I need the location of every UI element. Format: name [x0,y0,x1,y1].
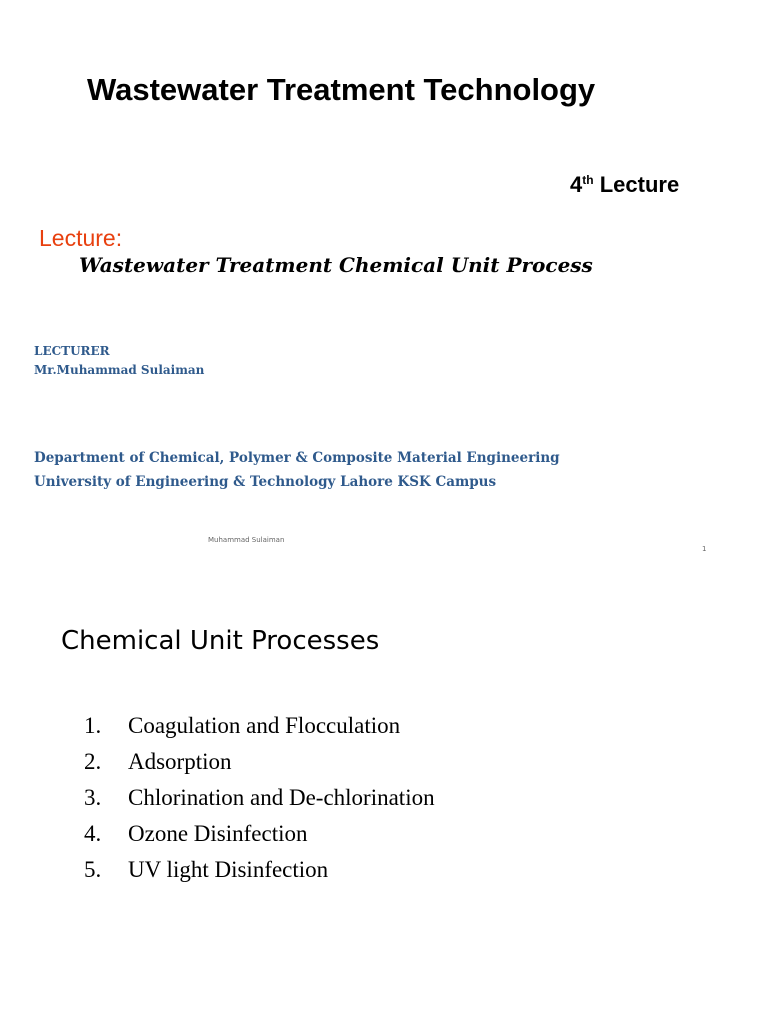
list-item [84,744,435,780]
list-item-label: Adsorption [128,749,232,774]
lecturer-heading: LECTURER [34,344,110,358]
list-item [84,780,435,816]
list-item-number: 1. [84,713,102,738]
list-item-number: 2. [84,749,102,774]
lecture-word: Lecture [599,172,680,197]
lecture-label: Lecture: [39,225,123,251]
list-item-label: Ozone Disinfection [128,821,308,846]
lecture-ordinal: 4 [570,172,583,197]
processes-slide [0,578,768,1024]
list-item-number: 5. [84,857,102,882]
list-item [84,708,435,744]
process-list [84,708,435,888]
list-item-label: Chlorination and De-chlorination [128,785,435,810]
course-title: Wastewater Treatment Technology [87,72,596,107]
lecturer-block [34,342,204,380]
page-number: 1 [702,545,707,553]
lecture-ordinal-suffix: th [582,173,594,187]
lecture-number [570,172,679,198]
list-item [84,852,435,888]
university-name: University of Engineering & Technology Lahore KSK Campus [34,474,497,490]
lecture-topic: Wastewater Treatment Chemical Unit Process [79,253,593,277]
department-name: Department of Chemical, Polymer & Composite Material Engineering [34,450,560,466]
slide-title: Chemical Unit Processes [61,626,380,656]
list-item-number: 4. [84,821,102,846]
affiliation-block [34,446,560,494]
footer-author: Muhammad Sulaiman [208,536,285,544]
list-item-number: 3. [84,785,102,810]
lecturer-name: Mr.Muhammad Sulaiman [34,363,205,377]
list-item-label: Coagulation and Flocculation [128,713,401,738]
list-item-label: UV light Disinfection [128,857,329,882]
list-item [84,816,435,852]
